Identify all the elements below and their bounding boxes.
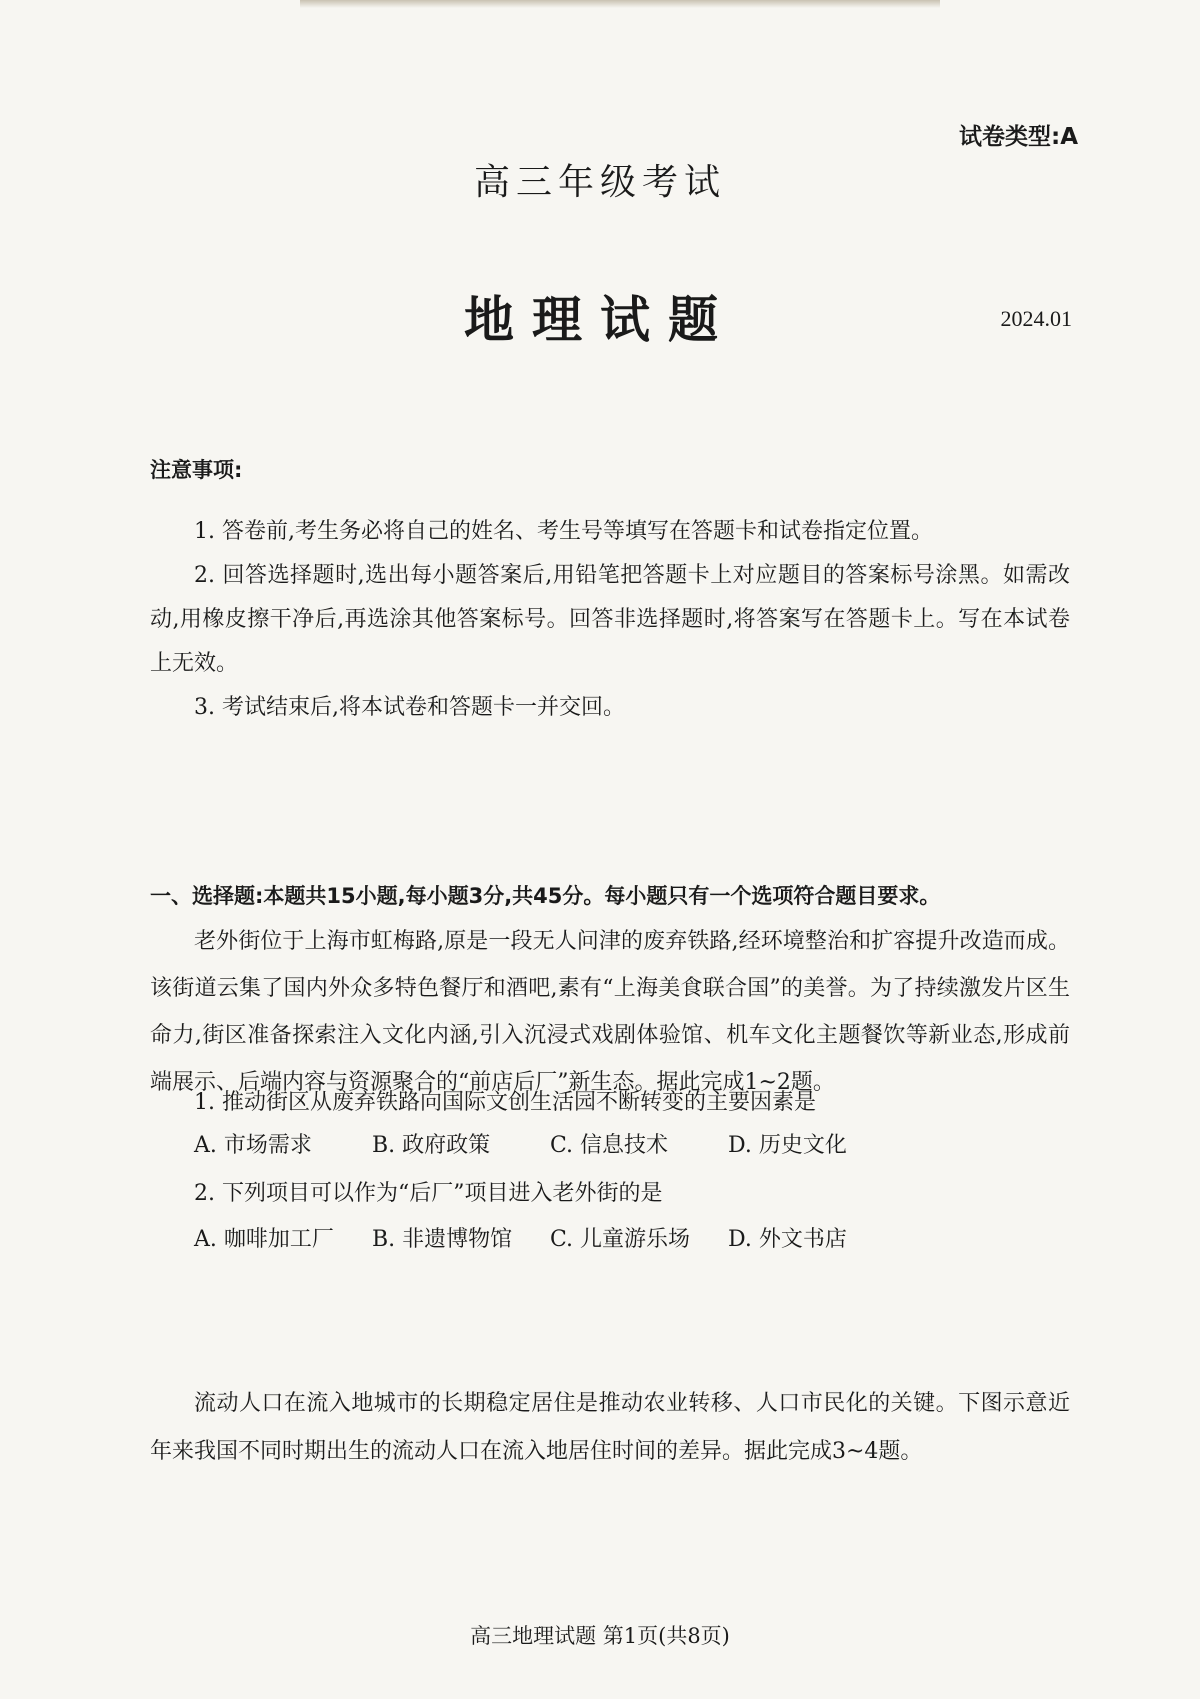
option-a: A. 咖啡加工厂 <box>194 1227 334 1252</box>
option-a: A. 市场需求 <box>194 1133 312 1158</box>
option-d: D. 外文书店 <box>728 1227 847 1252</box>
passage-text: 老外街位于上海市虹梅路,原是一段无人问津的废弃铁路,经环境整治和扩容提升改造而成。该街道云集了国内外众多特色餐厅和酒吧,素有“上海美食联合国”的美誉。为了持续激发片区生命力,街区准备探索注入文化内涵,引入沉浸式戏剧体验馆、机车文化主题餐饮等新业态,形成前端展示、后端内容与资源聚合的“前店后厂”新生态。据此完成1~2题。 <box>150 929 1070 1095</box>
option-c: C. 儿童游乐场 <box>550 1227 691 1252</box>
subject-title: 地理试题 <box>464 290 736 349</box>
scan-edge-shadow <box>300 0 940 8</box>
note-item: 2. 回答选择题时,选出每小题答案后,用铅笔把答题卡上对应题目的答案标号涂黑。如需改动,用橡皮擦干净后,再选涂其他答案标号。回答非选择题时,将答案写在答题卡上。写在本试卷上无效。 <box>150 563 1070 676</box>
paper-type-label: 试卷类型:A <box>959 124 1078 150</box>
note-item: 1. 答卷前,考生务必将自己的姓名、考生号等填写在答题卡和试卷指定位置。 <box>194 519 933 544</box>
passage-text: 流动人口在流入地城市的长期稳定居住是推动农业转移、人口市民化的关键。下图示意近年来我国不同时期出生的流动人口在流入地居住时间的差异。据此完成3~4题。 <box>150 1391 1070 1464</box>
question-1-stem: 1. 推动街区从废弃铁路向国际文创生活园不断转变的主要因素是 <box>194 1090 816 1115</box>
option-b: B. 非遗博物馆 <box>372 1227 513 1252</box>
question-2-stem: 2. 下列项目可以作为“后厂”项目进入老外街的是 <box>194 1181 663 1206</box>
option-c: C. 信息技术 <box>550 1133 669 1158</box>
exam-title: 高三年级考试 <box>473 162 726 203</box>
reading-passage-1 <box>150 918 1070 1106</box>
option-b: B. 政府政策 <box>372 1133 491 1158</box>
note-item: 3. 考试结束后,将本试卷和答题卡一并交回。 <box>194 695 625 720</box>
option-d: D. 历史文化 <box>728 1133 847 1158</box>
page-footer: 高三地理试题 第1页(共8页) <box>470 1624 730 1648</box>
notes-list <box>150 510 1070 730</box>
reading-passage-2 <box>150 1380 1070 1476</box>
exam-date: 2024.01 <box>1000 306 1072 331</box>
notes-heading: 注意事项: <box>150 458 243 482</box>
section-heading: 一、选择题:本题共15小题,每小题3分,共45分。每小题只有一个选项符合题目要求。 <box>150 884 941 908</box>
